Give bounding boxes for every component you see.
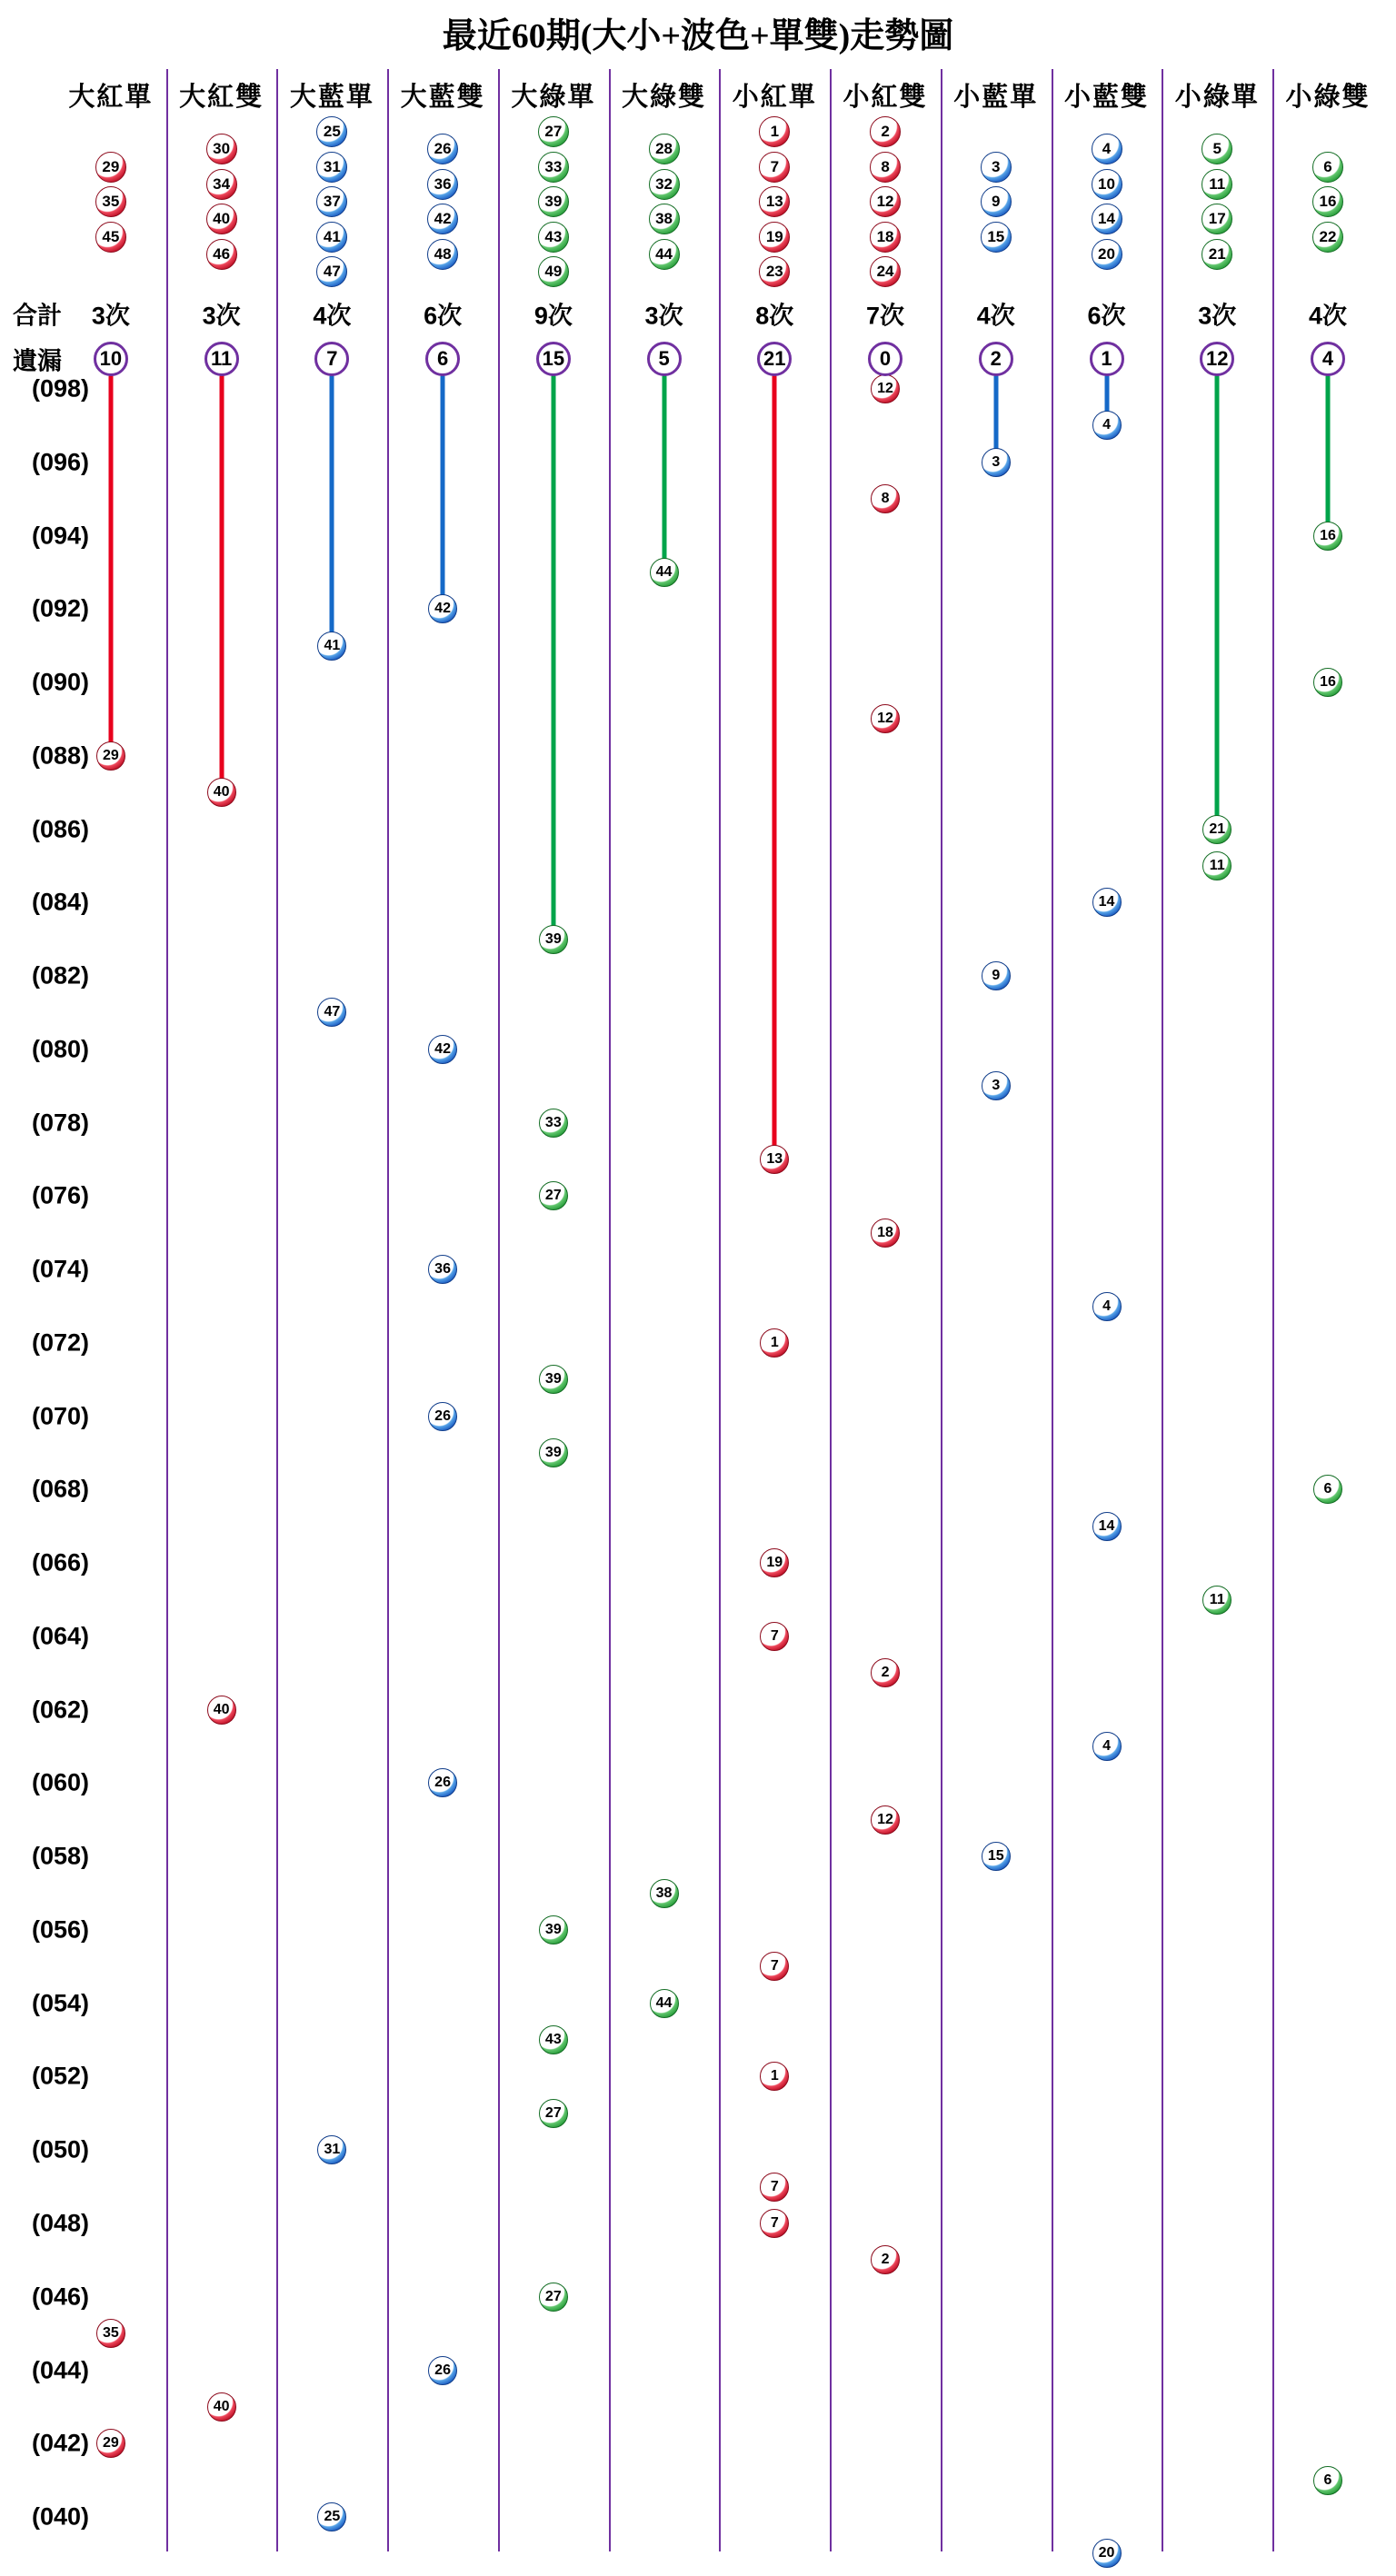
period-label: (098) bbox=[31, 374, 89, 403]
category-ball: 12 bbox=[870, 186, 901, 217]
category-ball: 31 bbox=[316, 152, 347, 183]
occurrence-ball: 42 bbox=[428, 1035, 457, 1064]
period-label: (080) bbox=[31, 1035, 89, 1063]
category-ball: 47 bbox=[316, 256, 347, 287]
occurrence-ball: 7 bbox=[760, 1622, 789, 1651]
column-header: 小綠雙 bbox=[1285, 83, 1371, 112]
period-label: (052) bbox=[31, 2062, 89, 2090]
category-ball: 16 bbox=[1312, 186, 1343, 217]
column-divider bbox=[1162, 69, 1163, 2551]
occurrence-ball: 6 bbox=[1313, 1475, 1342, 1504]
miss-value-circle: 6 bbox=[425, 342, 460, 376]
period-label: (056) bbox=[31, 1915, 89, 1944]
category-ball: 38 bbox=[649, 204, 680, 234]
period-label: (084) bbox=[31, 888, 89, 916]
period-label: (082) bbox=[31, 961, 89, 990]
category-ball: 34 bbox=[206, 169, 237, 200]
occurrence-ball: 39 bbox=[539, 925, 568, 954]
category-ball: 49 bbox=[538, 256, 569, 287]
column-header: 大藍單 bbox=[289, 83, 374, 112]
occurrence-ball: 9 bbox=[982, 961, 1011, 990]
occurrence-ball: 8 bbox=[871, 484, 900, 513]
miss-value-circle: 4 bbox=[1311, 342, 1345, 376]
column-header: 大綠雙 bbox=[622, 83, 707, 112]
occurrence-ball: 25 bbox=[317, 2502, 346, 2531]
category-ball: 37 bbox=[316, 186, 347, 217]
total-value: 6次 bbox=[424, 302, 463, 330]
occurrence-ball: 47 bbox=[317, 998, 346, 1027]
category-ball: 19 bbox=[759, 222, 790, 253]
category-ball: 40 bbox=[206, 204, 237, 234]
period-label: (066) bbox=[31, 1548, 89, 1576]
occurrence-ball: 21 bbox=[1202, 815, 1231, 844]
category-ball: 29 bbox=[95, 152, 126, 183]
category-ball: 7 bbox=[759, 152, 790, 183]
occurrence-ball: 40 bbox=[207, 2392, 236, 2422]
category-ball: 10 bbox=[1092, 169, 1122, 200]
occurrence-ball: 40 bbox=[207, 1696, 236, 1725]
occurrence-ball: 3 bbox=[982, 1071, 1011, 1100]
category-ball: 27 bbox=[538, 116, 569, 147]
occurrence-ball: 29 bbox=[96, 2429, 125, 2458]
total-value: 4次 bbox=[1308, 302, 1348, 330]
category-ball: 18 bbox=[870, 222, 901, 253]
occurrence-ball: 27 bbox=[539, 1181, 568, 1210]
category-ball: 17 bbox=[1202, 204, 1232, 234]
occurrence-ball: 16 bbox=[1313, 668, 1342, 697]
category-ball: 35 bbox=[95, 186, 126, 217]
miss-value-circle: 12 bbox=[1200, 342, 1234, 376]
total-value: 6次 bbox=[1087, 302, 1126, 330]
miss-value-circle: 5 bbox=[647, 342, 682, 376]
occurrence-ball: 3 bbox=[982, 448, 1011, 477]
category-ball: 14 bbox=[1092, 204, 1122, 234]
occurrence-ball: 7 bbox=[760, 2173, 789, 2202]
total-value: 3次 bbox=[91, 302, 130, 330]
period-label: (096) bbox=[31, 448, 89, 476]
period-label: (068) bbox=[31, 1475, 89, 1503]
category-ball: 43 bbox=[538, 222, 569, 253]
total-value: 3次 bbox=[202, 302, 241, 330]
column-divider bbox=[387, 69, 389, 2551]
occurrence-ball: 43 bbox=[539, 2025, 568, 2054]
period-label: (088) bbox=[31, 741, 89, 770]
category-ball: 26 bbox=[427, 134, 458, 164]
occurrence-ball: 7 bbox=[760, 1952, 789, 1981]
category-ball: 3 bbox=[981, 152, 1012, 183]
period-label: (058) bbox=[31, 1842, 89, 1870]
occurrence-ball: 2 bbox=[871, 1658, 900, 1687]
occurrence-ball: 7 bbox=[760, 2209, 789, 2238]
period-label: (086) bbox=[31, 815, 89, 843]
occurrence-ball: 4 bbox=[1092, 1292, 1122, 1321]
miss-value-circle: 10 bbox=[94, 342, 128, 376]
occurrence-ball: 40 bbox=[207, 778, 236, 807]
occurrence-ball: 33 bbox=[539, 1109, 568, 1138]
occurrence-ball: 27 bbox=[539, 2099, 568, 2128]
occurrence-ball: 36 bbox=[428, 1255, 457, 1284]
period-label: (076) bbox=[31, 1181, 89, 1209]
column-header: 小紅單 bbox=[732, 83, 817, 112]
period-label: (074) bbox=[31, 1255, 89, 1283]
total-row-label: 合計 bbox=[13, 302, 62, 330]
period-label: (054) bbox=[31, 1989, 89, 2017]
occurrence-ball: 35 bbox=[96, 2319, 125, 2348]
category-ball: 41 bbox=[316, 222, 347, 253]
category-ball: 2 bbox=[870, 116, 901, 147]
column-header: 大紅單 bbox=[68, 83, 154, 112]
category-ball: 11 bbox=[1202, 169, 1232, 200]
occurrence-ball: 12 bbox=[871, 1805, 900, 1835]
column-divider bbox=[941, 69, 942, 2551]
occurrence-ball: 29 bbox=[96, 741, 125, 771]
category-ball: 20 bbox=[1092, 239, 1122, 270]
category-ball: 1 bbox=[759, 116, 790, 147]
miss-drop-line bbox=[1215, 374, 1220, 830]
column-divider bbox=[830, 69, 832, 2551]
occurrence-ball: 11 bbox=[1202, 1586, 1231, 1615]
category-ball: 28 bbox=[649, 134, 680, 164]
occurrence-ball: 38 bbox=[650, 1879, 679, 1908]
category-ball: 48 bbox=[427, 239, 458, 270]
total-value: 8次 bbox=[755, 302, 794, 330]
miss-value-circle: 7 bbox=[314, 342, 349, 376]
occurrence-ball: 19 bbox=[760, 1548, 789, 1577]
occurrence-ball: 11 bbox=[1202, 851, 1231, 880]
period-label: (094) bbox=[31, 522, 89, 550]
occurrence-ball: 18 bbox=[871, 1218, 900, 1248]
miss-row-label: 遺漏 bbox=[13, 347, 62, 375]
period-label: (070) bbox=[31, 1402, 89, 1430]
column-header: 大紅雙 bbox=[179, 83, 264, 112]
miss-drop-line bbox=[773, 374, 777, 1159]
column-divider bbox=[276, 69, 278, 2551]
occurrence-ball: 1 bbox=[760, 2062, 789, 2091]
occurrence-ball: 41 bbox=[317, 632, 346, 661]
category-ball: 15 bbox=[981, 222, 1012, 253]
period-label: (064) bbox=[31, 1622, 89, 1650]
occurrence-ball: 26 bbox=[428, 1402, 457, 1431]
category-ball: 22 bbox=[1312, 222, 1343, 253]
occurrence-ball: 16 bbox=[1313, 522, 1342, 551]
period-label: (046) bbox=[31, 2283, 89, 2311]
column-header: 小綠單 bbox=[1174, 83, 1260, 112]
category-ball: 45 bbox=[95, 222, 126, 253]
category-ball: 8 bbox=[870, 152, 901, 183]
miss-value-circle: 1 bbox=[1090, 342, 1124, 376]
category-ball: 6 bbox=[1312, 152, 1343, 183]
miss-drop-line bbox=[662, 374, 666, 572]
total-value: 3次 bbox=[644, 302, 683, 330]
column-divider bbox=[166, 69, 168, 2551]
column-header: 小紅雙 bbox=[843, 83, 928, 112]
chart-title: 最近60期(大小+波色+單雙)走勢圖 bbox=[442, 17, 954, 55]
occurrence-ball: 1 bbox=[760, 1328, 789, 1358]
category-ball: 32 bbox=[649, 169, 680, 200]
occurrence-ball: 2 bbox=[871, 2245, 900, 2274]
column-header: 大綠單 bbox=[511, 83, 596, 112]
column-divider bbox=[1052, 69, 1053, 2551]
period-label: (062) bbox=[31, 1696, 89, 1724]
occurrence-ball: 31 bbox=[317, 2135, 346, 2164]
miss-drop-line bbox=[219, 374, 224, 792]
period-label: (092) bbox=[31, 594, 89, 622]
occurrence-ball: 39 bbox=[539, 1915, 568, 1944]
occurrence-ball: 14 bbox=[1092, 888, 1122, 917]
total-value: 3次 bbox=[1198, 302, 1237, 330]
occurrence-ball: 39 bbox=[539, 1365, 568, 1394]
period-label: (042) bbox=[31, 2429, 89, 2457]
period-label: (078) bbox=[31, 1109, 89, 1137]
miss-value-circle: 0 bbox=[868, 342, 902, 376]
total-value: 4次 bbox=[976, 302, 1015, 330]
miss-drop-line bbox=[330, 374, 334, 646]
occurrence-ball: 20 bbox=[1092, 2539, 1122, 2568]
miss-value-circle: 11 bbox=[204, 342, 239, 376]
column-header: 小藍單 bbox=[953, 83, 1039, 112]
category-ball: 13 bbox=[759, 186, 790, 217]
category-ball: 25 bbox=[316, 116, 347, 147]
category-ball: 5 bbox=[1202, 134, 1232, 164]
occurrence-ball: 12 bbox=[871, 704, 900, 733]
occurrence-ball: 6 bbox=[1313, 2466, 1342, 2495]
occurrence-ball: 44 bbox=[650, 558, 679, 587]
category-ball: 39 bbox=[538, 186, 569, 217]
total-value: 9次 bbox=[533, 302, 573, 330]
column-header: 大藍雙 bbox=[400, 83, 485, 112]
column-divider bbox=[609, 69, 611, 2551]
occurrence-ball: 42 bbox=[428, 594, 457, 623]
period-label: (048) bbox=[31, 2209, 89, 2237]
total-value: 4次 bbox=[313, 302, 352, 330]
miss-drop-line bbox=[551, 374, 555, 940]
category-ball: 44 bbox=[649, 239, 680, 270]
occurrence-ball: 44 bbox=[650, 1989, 679, 2018]
miss-value-circle: 15 bbox=[536, 342, 571, 376]
occurrence-ball: 4 bbox=[1092, 1732, 1122, 1761]
occurrence-ball: 13 bbox=[760, 1145, 789, 1174]
category-ball: 9 bbox=[981, 186, 1012, 217]
category-ball: 21 bbox=[1202, 239, 1232, 270]
category-ball: 30 bbox=[206, 134, 237, 164]
column-header: 小藍雙 bbox=[1064, 83, 1150, 112]
category-ball: 23 bbox=[759, 256, 790, 287]
total-value: 7次 bbox=[866, 302, 905, 330]
category-ball: 42 bbox=[427, 204, 458, 234]
period-label: (050) bbox=[31, 2135, 89, 2163]
occurrence-ball: 4 bbox=[1092, 411, 1122, 440]
period-label: (040) bbox=[31, 2502, 89, 2531]
column-divider bbox=[498, 69, 500, 2551]
miss-value-circle: 2 bbox=[979, 342, 1013, 376]
column-divider bbox=[719, 69, 721, 2551]
miss-drop-line bbox=[108, 374, 113, 756]
category-ball: 33 bbox=[538, 152, 569, 183]
miss-drop-line bbox=[1326, 374, 1331, 536]
category-ball: 24 bbox=[870, 256, 901, 287]
miss-value-circle: 21 bbox=[757, 342, 792, 376]
miss-drop-line bbox=[441, 374, 445, 609]
column-divider bbox=[1272, 69, 1274, 2551]
category-ball: 36 bbox=[427, 169, 458, 200]
occurrence-ball: 27 bbox=[539, 2283, 568, 2312]
period-label: (060) bbox=[31, 1768, 89, 1796]
category-ball: 46 bbox=[206, 239, 237, 270]
period-label: (090) bbox=[31, 668, 89, 696]
period-label: (044) bbox=[31, 2356, 89, 2384]
period-label: (072) bbox=[31, 1328, 89, 1357]
occurrence-ball: 14 bbox=[1092, 1512, 1122, 1541]
occurrence-ball: 12 bbox=[871, 374, 900, 403]
occurrence-ball: 26 bbox=[428, 1768, 457, 1797]
occurrence-ball: 15 bbox=[982, 1842, 1011, 1871]
category-ball: 4 bbox=[1092, 134, 1122, 164]
occurrence-ball: 39 bbox=[539, 1438, 568, 1467]
occurrence-ball: 26 bbox=[428, 2356, 457, 2385]
